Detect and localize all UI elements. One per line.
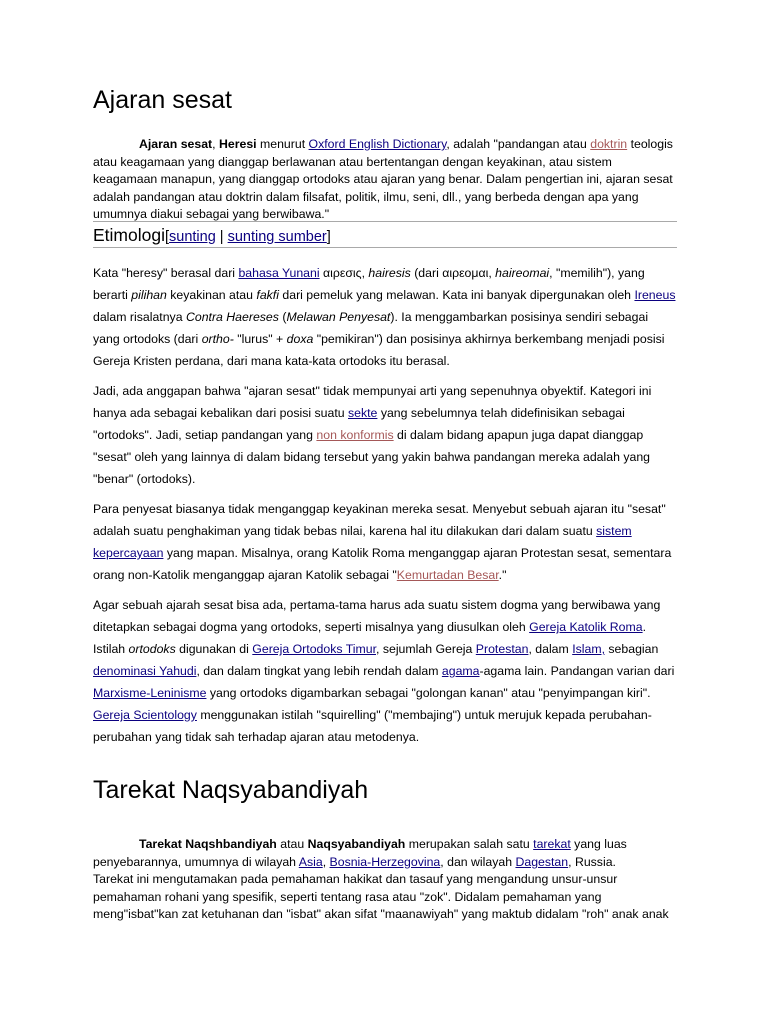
term-naqsyabandiyah: Naqsyabandiyah	[307, 837, 406, 851]
link-dagestan[interactable]: Dagestan	[515, 854, 569, 869]
paragraph-1: Kata "heresy" berasal dari bahasa Yunani αιρεσις, hairesis (dari αιρεομαι, haireomai, "memilih"), yang berarti pilihan keyakinan atau fakfi dari pemeluk yang melawan. Kata ini banyak dipergunakan oleh Ireneus dalam risalatnya Contra Haereses (Melawan Penyesat). Ia menggambarkan posisinya sendiri sebagai yang ortodoks (dari ortho- "lurus" + doxa "pemikiran") dan posisinya akhirnya berkembang menjadi posisi Gereja Kristen perdana, dari mana kata-kata ortodoks itu berasal.	[93, 266, 676, 368]
link-sekte[interactable]: sekte	[348, 406, 378, 420]
link-islam[interactable]: Islam,	[572, 642, 605, 656]
link-ireneus[interactable]: Ireneus	[634, 288, 676, 302]
paragraph-2: Jadi, ada anggapan bahwa "ajaran sesat" tidak mempunyai arti yang sepenuhnya obyektif. Kategori ini hanya ada sebagai kebalikan dari posisi suatu sekte yang sebelumnya telah didefinisikan sebagai "ortodoks". Jadi, setiap pandangan yang non konformis di dalam bidang apapun juga dapat dianggap "sesat" oleh yang lainnya di dalam bidang tersebut yang yakin bahwa pandangan mereka adalah yang "benar" (ortodoks).	[93, 384, 652, 486]
link-kemurtadan-besar[interactable]: Kemurtadan Besar	[396, 568, 499, 582]
link-denominasi-yahudi[interactable]: denominasi Yahudi	[93, 664, 197, 678]
link-gereja-scientology[interactable]: Gereja Scientology	[93, 708, 197, 722]
article-body	[93, 262, 677, 756]
paragraph-4: Agar sebuah ajarah sesat bisa ada, pertama-tama harus ada suatu sistem dogma yang berwibawa yang ditetapkan sebagai dogma yang ortodoks, seperti misalnya yang diusulkan oleh Gereja Katolik Roma. Istilah ortodoks digunakan di Gereja Ortodoks Timur, sejumlah Gereja Protestan, dalam Islam, sebagian denominasi Yahudi, dan dalam tingkat yang lebih rendah dalam agama-agama lain. Pandangan varian dari Marxisme-Leninisme yang ortodoks digambarkan sebagai "golongan kanan" atau "penyimpangan kiri". Gereja Scientology menggunakan istilah "squirelling" ("membajing") untuk merujuk kepada perubahan-perubahan yang tidak sah terhadap ajaran atau metodenya.	[93, 598, 675, 744]
edit-source-link[interactable]: sunting sumber	[227, 229, 327, 245]
tarekat-intro-paragraph: Tarekat Naqshbandiyah atau Naqsyabandiyah merupakan salah satu tarekat yang luas penyebarannya, umumnya di wilayah Asia, Bosnia-Herzegovina, dan wilayah Dagestan, Russia. Tarekat ini mengutamakan pada pemahaman hakikat dan tasauf yang mengandung unsur-unsur pemahaman rohani yang spesifik, seperti tentang rasa atau "zok". Didalam pemahaman yang meng"isbat"kan zat ketuhanan dan "isbat" akan sifat "maanawiyah" yang maktub didalam "roh" anak anak	[93, 837, 669, 922]
section-heading-etimologi	[93, 221, 677, 248]
link-non-konformis[interactable]: non konformis	[316, 428, 394, 442]
term-tarekat-naqshbandiyah: Tarekat Naqshbandiyah	[139, 837, 277, 851]
page-title: Ajaran sesat	[93, 86, 232, 114]
link-doktrin[interactable]: doktrin	[590, 137, 628, 151]
link-tarekat[interactable]: tarekat	[533, 837, 571, 851]
link-bosnia-herzegovina[interactable]: Bosnia-Herzegovina	[329, 854, 441, 869]
term-ajaran-sesat: Ajaran sesat	[139, 137, 213, 151]
link-asia[interactable]: Asia	[298, 854, 323, 869]
link-gereja-katolik-roma[interactable]: Gereja Katolik Roma	[529, 620, 643, 634]
paragraph-3: Para penyesat biasanya tidak menganggap keyakinan mereka sesat. Menyebut sebuah ajaran itu "sesat" adalah suatu penghakiman yang tidak bebas nilai, karena hal itu dilakukan dari dalam suatu sistem kepercayaan yang mapan. Misalnya, orang Katolik Roma menganggap ajaran Protestan sesat, sementara orang non-Katolik menganggap ajaran Katolik sebagai "Kemurtadan Besar."	[93, 502, 672, 582]
section-title: Etimologi	[93, 225, 165, 245]
edit-links: [sunting | sunting sumber]	[164, 229, 331, 245]
link-sistem-kepercayaan[interactable]: sistem kepercayaan	[93, 524, 632, 560]
link-gereja-ortodoks-timur[interactable]: Gereja Ortodoks Timur	[252, 642, 376, 656]
link-agama[interactable]: agama	[441, 664, 480, 678]
link-bahasa-yunani[interactable]: bahasa Yunani	[238, 266, 320, 280]
term-heresi: Heresi	[218, 137, 257, 151]
section-title-tarekat: Tarekat Naqsyabandiyah	[93, 776, 369, 804]
link-oxford-english-dictionary[interactable]: Oxford English Dictionary	[308, 137, 447, 151]
intro-paragraph: Ajaran sesat, Heresi menurut Oxford English Dictionary, adalah "pandangan atau doktrin teologis atau keagamaan yang dianggap berlawanan atau bertentangan dengan keyakinan, atau sistem keagamaan manapun, yang dianggap ortodoks atau ajaran yang benar. Dalam pengertian ini, ajaran sesat adalah pandangan atau doktrin dalam filsafat, politik, ilmu, seni, dll., yang berbeda dengan apa yang umumnya diakui sebagai yang berwibawa."	[93, 137, 673, 222]
link-protestan[interactable]: Protestan	[475, 642, 529, 656]
edit-link[interactable]: sunting	[169, 229, 216, 245]
link-marxisme-leninisme[interactable]: Marxisme-Leninisme	[93, 686, 207, 700]
